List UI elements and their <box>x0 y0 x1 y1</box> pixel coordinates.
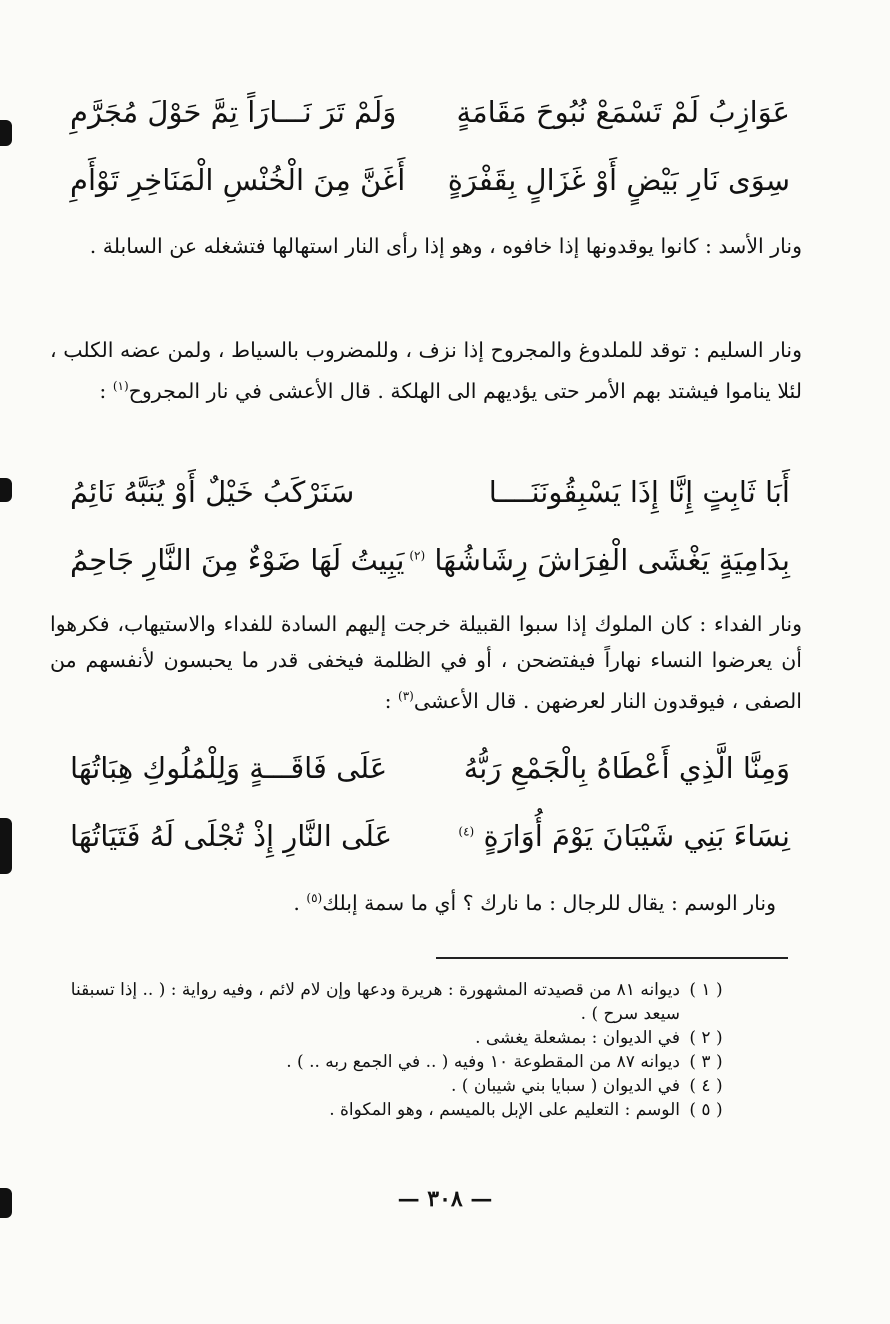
verse-hemistich-right: وَمِنَّا الَّذِي أَعْطَاهُ بِالْجَمْعِ رَبُّهُ <box>463 751 790 785</box>
verse-text: نِسَاءَ بَنِي شَيْبَانَ يَوْمَ أُوَارَةٍ <box>483 819 790 853</box>
paragraph-body: ونار الوسم : يقال للرجال : ما نارك ؟ أي ما سمة إبلك <box>322 890 776 915</box>
footnote-ref: (٥) <box>306 891 323 905</box>
scan-edge-mark <box>0 478 12 502</box>
paragraph-body: ونار الفداء : كان الملوك إذا سبوا القبيلة خرجت إليهم السادة للفداء والاستيهاب، فكرهوا أن يعرضوا النساء نهاراً فيفتضحن ، أو في الظلمة فيخفى قدر ما يحبسون لأنفسهم من الصفى ، فيوقدون النار لعرضهن . قال الأعشى <box>50 612 802 713</box>
verse-line <box>70 78 790 146</box>
paragraph-text <box>76 880 776 921</box>
footnote-text: في الديوان ( سبايا بني شيبان ) . <box>450 1076 680 1096</box>
footnote-ref: (٢) <box>409 548 426 563</box>
footnote-text: ديوانه ٨١ من قصيدته المشهورة : هريرة ودعها وإن لام لائم ، وفيه رواية : ( .. إذا تسبقنا سيعد سرح ) . <box>70 980 680 1024</box>
verse-hemistich-left: عَلَى النَّارِ إِذْ تُجْلَى لَهُ فَتَيَاتُهَا <box>70 819 393 853</box>
footnote <box>52 978 732 1026</box>
verse-hemistich-right <box>458 819 790 853</box>
paragraph-nar-fidaa <box>50 606 802 719</box>
footnote-separator <box>436 957 788 959</box>
footnote-number: ( ٢ ) <box>689 1028 723 1048</box>
footnote-ref: (٤) <box>458 824 475 839</box>
footnote-ref: (١) <box>112 379 129 393</box>
paragraph-tail: : <box>384 688 399 713</box>
verse-line <box>70 146 790 214</box>
paragraph-body: ونار السليم : توقد للملدوغ والمجروح إذا نزف ، وللمضروب بالسياط ، ولمن عضه الكلب ، لئلا يناموا فيشتد بهم الأمر حتى يؤديهم الى الهلكة . قال الأعشى في نار المجروح <box>50 338 802 403</box>
footnote-text: في الديوان : بمشعلة يغشى . <box>475 1028 680 1048</box>
verse-text: بِدَامِيَةٍ يَغْشَى الْفِرَاشَ رِشَاشُهَا <box>434 543 790 577</box>
scan-edge-mark <box>0 120 12 146</box>
verse-line <box>70 458 790 526</box>
footnote <box>52 1098 732 1122</box>
verse-hemistich-left: أَغَنَّ مِنَ الْخُنْسِ الْمَنَاخِرِ تَوْأَمِ <box>70 163 406 197</box>
footnotes <box>52 978 732 1122</box>
footnote <box>52 1026 732 1050</box>
paragraph-tail: : <box>99 378 113 403</box>
scan-edge-mark <box>0 818 12 874</box>
paragraph-text: ونار الأسد : كانوا يوقدونها إذا خافوه ، وهو إذا رأى النار استهالها فتشغله عن السابلة . <box>89 234 802 258</box>
verse-hemistich-left: سَنَرْكَبُ خَيْلٌ أَوْ يُنَبَّهُ نَائِمُ <box>70 475 355 509</box>
paragraph-text <box>50 332 802 409</box>
footnote-ref: (٣) <box>398 689 414 703</box>
paragraph-nar-wasm <box>76 880 776 921</box>
footnote <box>52 1074 732 1098</box>
paragraph-text <box>50 606 802 719</box>
verse-block-3 <box>70 734 790 870</box>
footnote-number: ( ١ ) <box>689 980 723 1000</box>
verse-line <box>70 734 790 802</box>
verse-hemistich-right <box>409 543 790 577</box>
verse-hemistich-right: سِوَى نَارِ بَيْضٍ أَوْ غَزَالٍ بِقَفْرَةٍ <box>447 163 790 197</box>
verse-line <box>70 802 790 870</box>
footnote-number: ( ٣ ) <box>689 1052 723 1072</box>
verse-hemistich-left: يَبِيتُ لَهَا ضَوْءٌ مِنَ النَّارِ جَاحِمُ <box>70 543 405 577</box>
verse-block-1 <box>70 78 790 214</box>
paragraph-nar-salim <box>50 332 802 409</box>
footnote-text: الوسم : التعليم على الإبل بالميسم ، وهو المكواة . <box>329 1100 680 1120</box>
verse-line <box>70 526 790 594</box>
verse-hemistich-left: عَلَى فَاقَـــةٍ وَلِلْمُلُوكِ هِبَاتُهَا <box>70 751 388 785</box>
paragraph-tail: . <box>293 890 307 915</box>
verse-hemistich-right: أَبَا ثَابِتٍ إِنَّا إِذَا يَسْبِقُونَنَــــا <box>488 475 790 509</box>
paragraph-nar-asad <box>50 228 802 264</box>
verse-block-2 <box>70 458 790 594</box>
verse-hemistich-right: عَوَازِبُ لَمْ تَسْمَعْ نُبُوحَ مَقَامَةٍ <box>456 95 790 129</box>
footnote-text: ديوانه ٨٧ من المقطوعة ١٠ وفيه ( .. في الجمع ربه .. ) . <box>286 1052 680 1072</box>
footnote-number: ( ٥ ) <box>689 1100 723 1120</box>
footnote <box>52 1050 732 1074</box>
page-number: — ٣٠٨ — <box>397 1186 493 1212</box>
verse-hemistich-left: وَلَمْ تَرَ نَـــارَاً تِمَّ حَوْلَ مُجَرَّمِ <box>70 95 397 129</box>
footnote-number: ( ٤ ) <box>689 1076 723 1096</box>
